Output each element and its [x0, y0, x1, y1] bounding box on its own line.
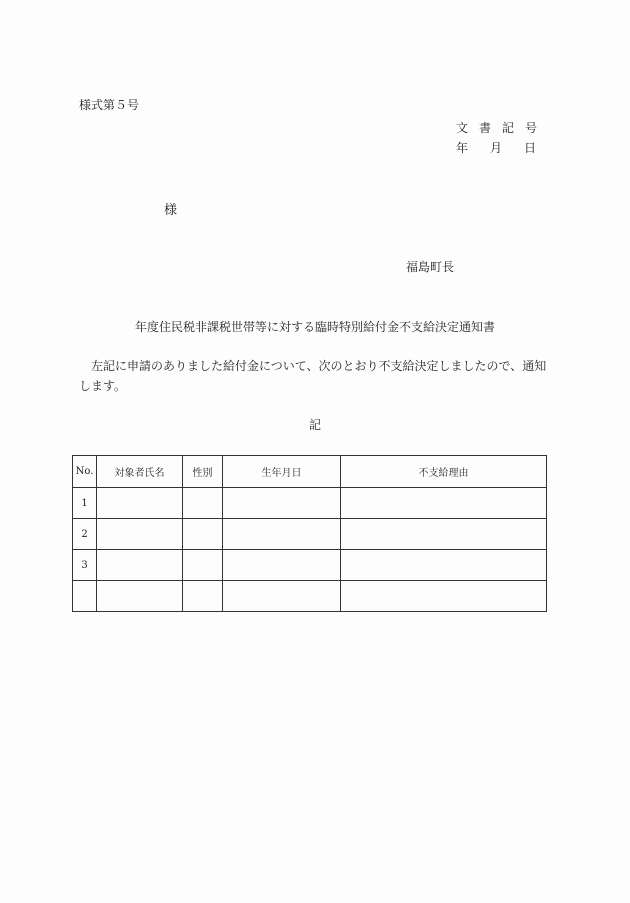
reason-cell	[341, 488, 547, 519]
table-row	[73, 488, 547, 519]
body-text: 左記に申請のありました給付金について、次のとおり不支給決定しましたので、通知します。	[79, 359, 547, 393]
doc-number-label: 文書記号	[456, 121, 549, 135]
name-cell	[97, 519, 183, 550]
table-header-row	[73, 456, 547, 488]
dob-cell	[223, 519, 341, 550]
row-number: 1	[73, 488, 97, 519]
reason-cell	[341, 519, 547, 550]
recipient-honorific: 様	[164, 203, 178, 218]
reason-cell	[341, 581, 547, 612]
dob-cell	[223, 550, 341, 581]
dob-cell	[223, 488, 341, 519]
sex-cell	[183, 519, 223, 550]
sex-cell	[183, 581, 223, 612]
table-row	[73, 550, 547, 581]
dob-cell	[223, 581, 341, 612]
row-number: 2	[73, 519, 97, 550]
row-number	[73, 581, 97, 612]
header-no: No.	[73, 456, 97, 488]
table-row	[73, 581, 547, 612]
header-reason: 不支給理由	[341, 456, 547, 488]
sex-cell	[183, 550, 223, 581]
row-number: 3	[73, 550, 97, 581]
reason-cell	[341, 550, 547, 581]
document-meta	[456, 118, 558, 158]
header-name: 対象者氏名	[97, 456, 183, 488]
date-label: 年月日	[456, 141, 559, 155]
sex-cell	[183, 488, 223, 519]
name-cell	[97, 550, 183, 581]
ki-heading: 記	[309, 418, 322, 432]
non-payment-table	[72, 455, 547, 612]
document-title: 年度住民税非課税世帯等に対する臨時特別給付金不支給決定通知書	[134, 320, 495, 334]
table-row	[73, 519, 547, 550]
sender-name: 福島町長	[406, 260, 455, 274]
header-sex: 性別	[183, 456, 223, 488]
header-dob: 生年月日	[223, 456, 341, 488]
name-cell	[97, 581, 183, 612]
form-number: 様式第５号	[79, 98, 140, 112]
name-cell	[97, 488, 183, 519]
